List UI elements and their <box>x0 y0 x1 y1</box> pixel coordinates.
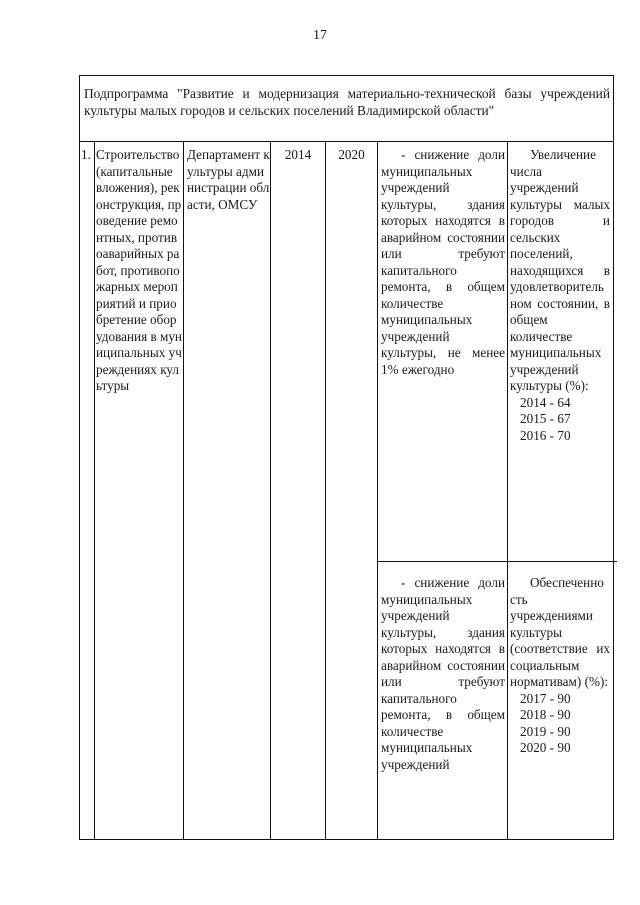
result-2-value: 2017 - 90 <box>520 690 571 706</box>
result-2-value: 2018 - 90 <box>520 707 571 722</box>
result-2-text: Обеспеченность учреждениями культуры (соответствие их социальным нормативам) (%): <box>510 575 610 689</box>
result-1-value: 2014 - 64 <box>520 394 571 410</box>
row-number: 1. <box>81 147 91 162</box>
result-2-value: 2020 - 90 <box>520 740 571 755</box>
indicator-1: - снижение доли муниципальных учреждений культуры, здания которых находятся в аварийном состоянии или требуют капитального ремонта, в общем количестве муниципальных учреждений культуры, не менее 1% ежегодно <box>381 147 505 377</box>
executor: Департамент культуры администрации области, ОМСУ <box>187 147 270 212</box>
result-1-text: Увеличение числа учреждений культуры малых городов и сельских поселений, находящихся в удовлетворительном состоянии, в общем количестве муниципальных учреждений культуры (%): <box>510 147 610 393</box>
activity-description: Строительство (капитальные вложения), реконструкция, проведение ремонтных, противоаварийных работ, противопожарных мероприятий и приобретение оборудования в муниципальных учреждениях культуры <box>96 147 182 393</box>
result-2 <box>510 575 610 757</box>
result-1-value: 2015 - 67 <box>520 411 571 426</box>
result-2-value: 2019 - 90 <box>520 723 571 739</box>
subprogram-title: Подпрограмма "Развитие и модернизация материально-технической базы учреждений культуры малых городов и сельских поселений Владимирской области" <box>84 86 610 118</box>
start-year: 2014 <box>284 147 312 162</box>
result-1 <box>510 147 610 444</box>
result-1-value: 2016 - 70 <box>520 427 571 443</box>
end-year: 2020 <box>338 147 365 162</box>
indicator-2: - снижение доли муниципальных учреждений культуры, здания которых находятся в аварийном состоянии или требуют капитального ремонта, в общем количестве муниципальных учреждений <box>381 575 505 772</box>
page-number: 17 <box>313 28 327 43</box>
